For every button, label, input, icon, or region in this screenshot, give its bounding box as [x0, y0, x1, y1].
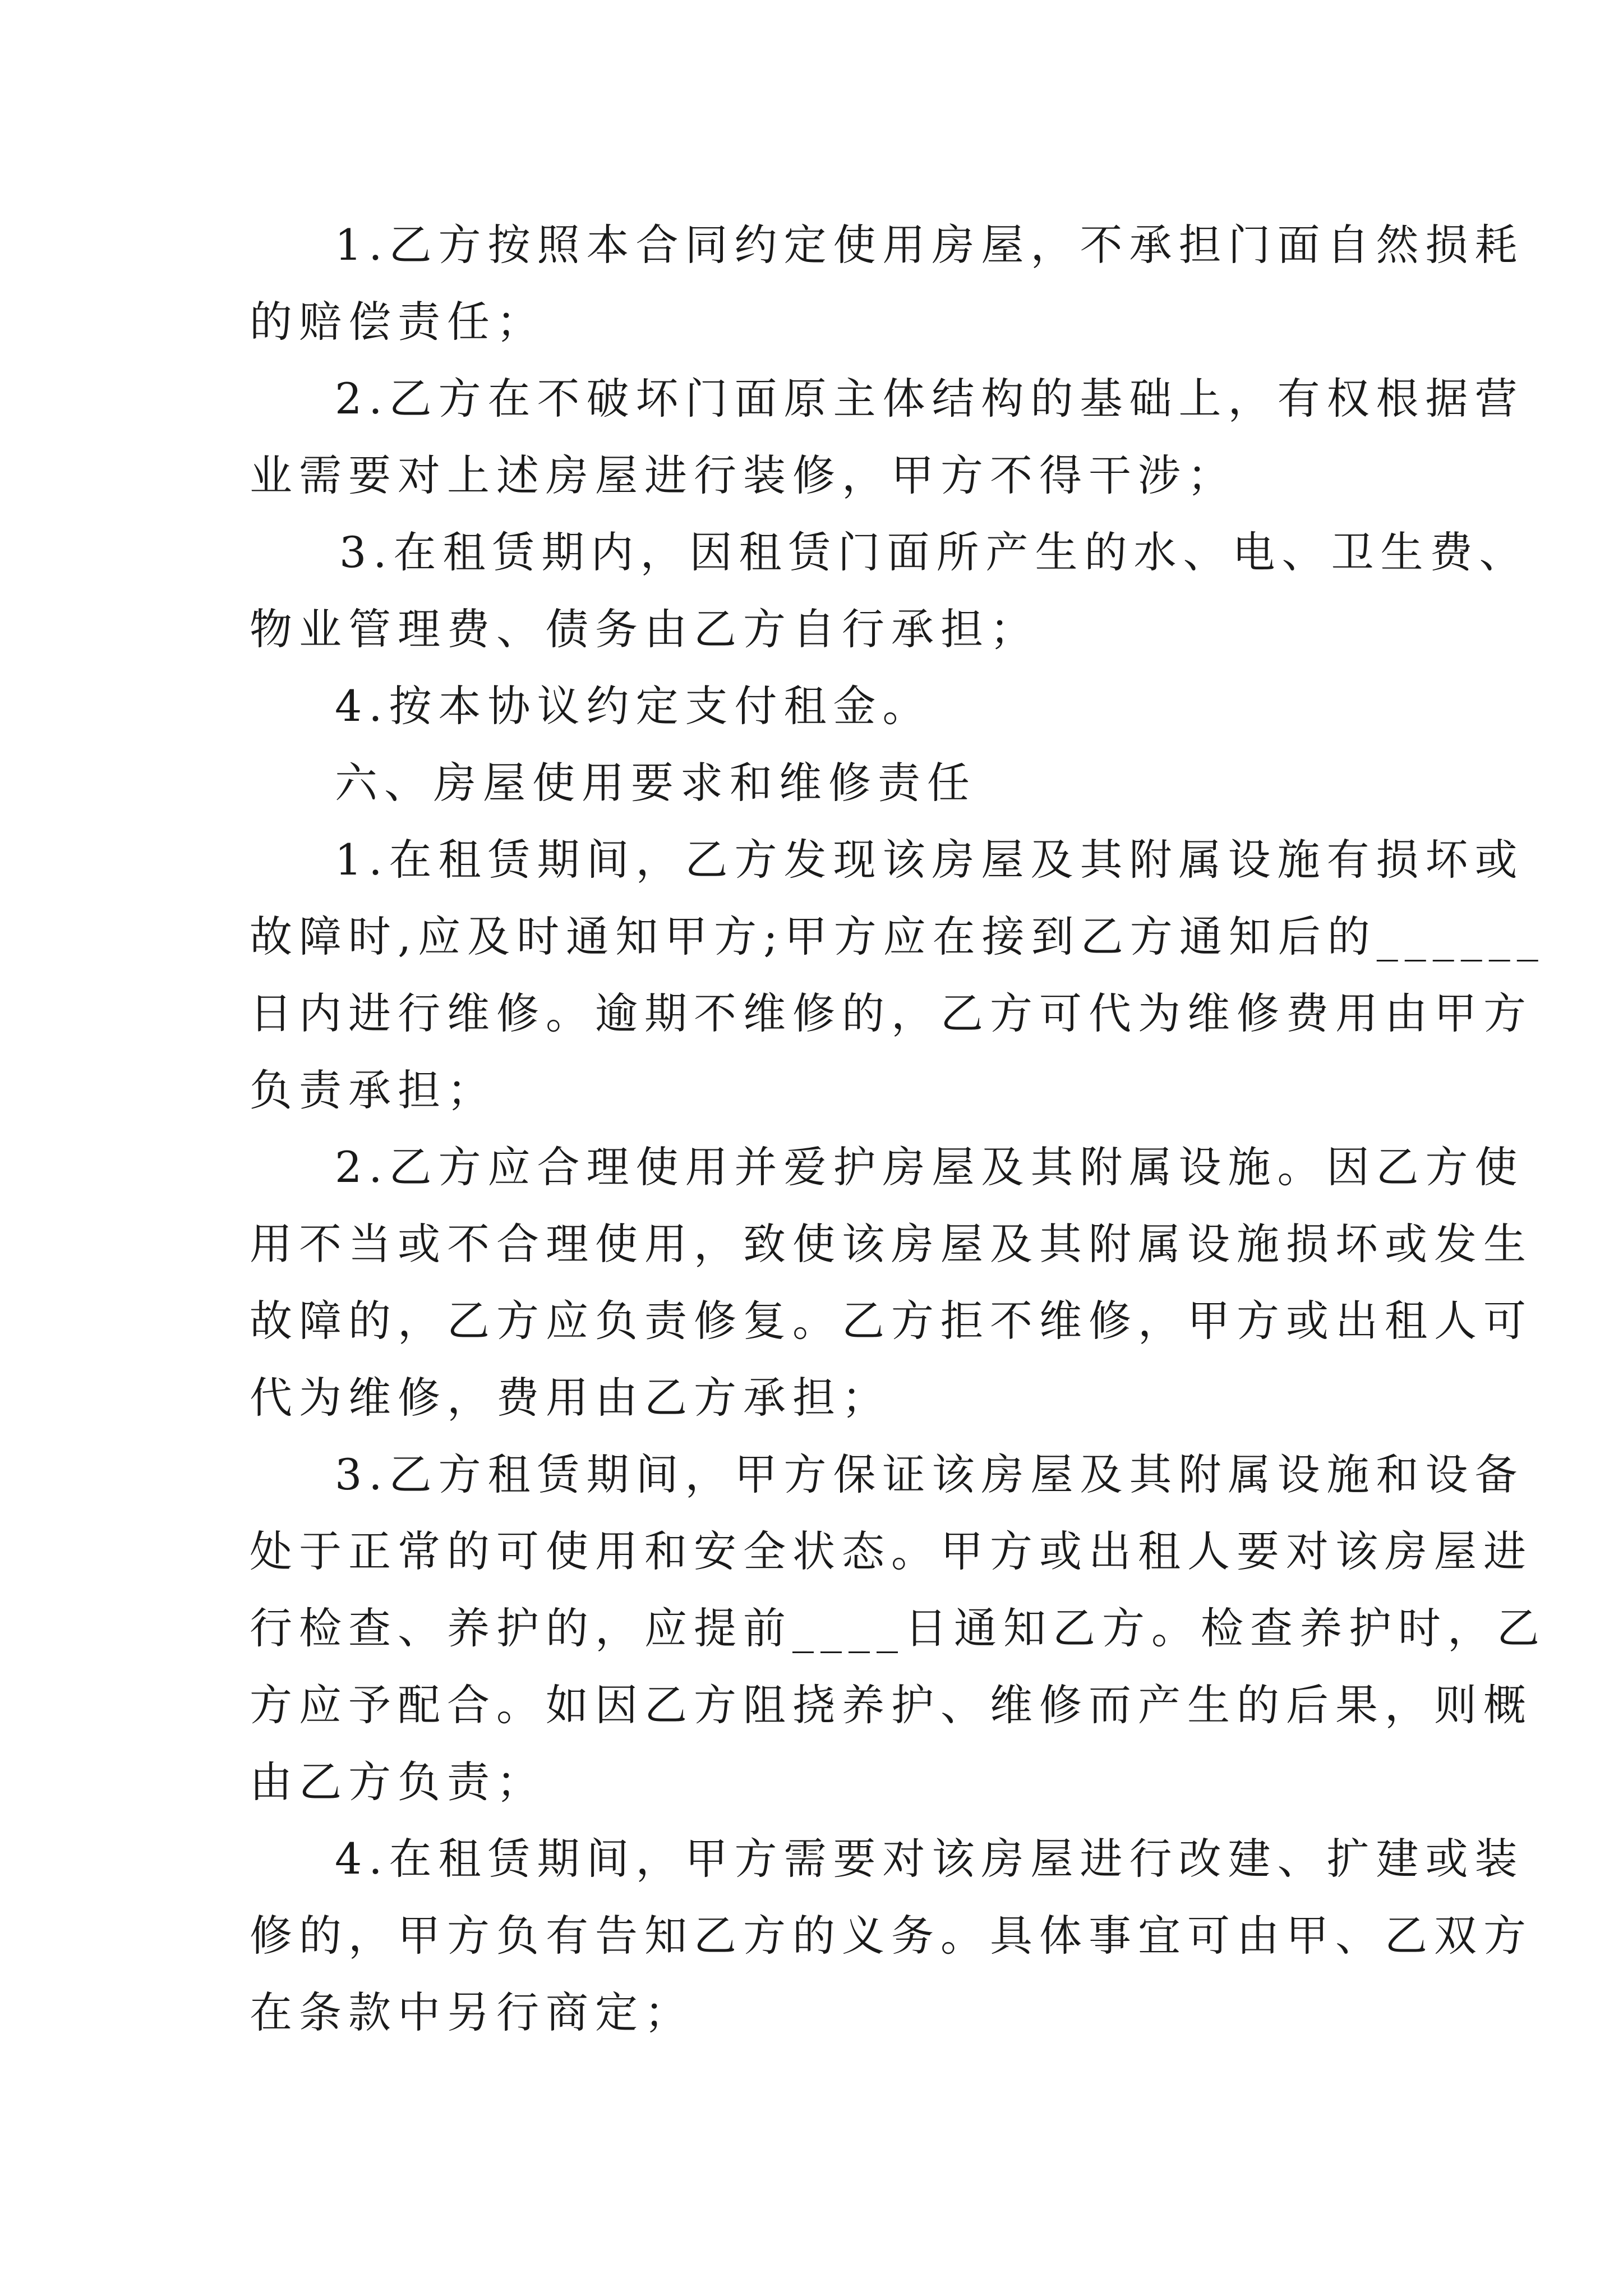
clause-6-4-line-1: 4.在租赁期间，甲方需要对该房屋进行改建、扩建或装: [335, 1834, 1524, 1884]
clause-6-4-line-3: 在条款中另行商定；: [250, 1987, 694, 2037]
clause-5-2-line-1: 2.乙方在不破坏门面原主体结构的基础上，有权根据营: [335, 374, 1524, 424]
clause-6-3-line-2: 处于正常的可使用和安全状态。甲方或出租人要对该房屋进: [250, 1526, 1533, 1576]
clause-6-4-line-2: 修的，甲方负有告知乙方的义务。具体事宜可由甲、乙双方: [250, 1911, 1533, 1961]
clause-6-3-line-5: 由乙方负责；: [250, 1757, 546, 1807]
clause-6-1-line-2: 故障时,应及时通知甲方;甲方应在接到乙方通知后的______: [250, 912, 1545, 961]
clause-5-2-line-2: 业需要对上述房屋进行装修，甲方不得干涉；: [250, 450, 1237, 500]
clause-6-2-line-4: 代为维修，费用由乙方承担；: [250, 1373, 891, 1423]
clause-6-2-line-3: 故障的，乙方应负责修复。乙方拒不维修，甲方或出租人可: [250, 1296, 1533, 1346]
section-6-heading: 六、房屋使用要求和维修责任: [335, 758, 976, 808]
clause-6-2-line-2: 用不当或不合理使用，致使该房屋及其附属设施损坏或发生: [250, 1219, 1533, 1269]
clause-6-1-line-3: 日内进行维修。逾期不维修的，乙方可代为维修费用由甲方: [250, 988, 1533, 1038]
clause-6-3-line-3: 行检查、养护的，应提前____日通知乙方。检查养护时，乙: [250, 1603, 1546, 1653]
clause-6-1-line-4: 负责承担；: [250, 1065, 496, 1115]
clause-5-1-line-2: 的赔偿责任；: [250, 297, 546, 347]
clause-6-3-line-1: 3.乙方租赁期间，甲方保证该房屋及其附属设施和设备: [335, 1450, 1524, 1499]
clause-5-4-line-1: 4.按本协议约定支付租金。: [335, 681, 932, 731]
clause-5-3-line-1: 3.在租赁期内，因租赁门面所产生的水、电、卫生费、: [339, 527, 1529, 577]
clause-5-3-line-2: 物业管理费、债务由乙方自行承担；: [250, 604, 1039, 654]
clause-6-1-line-1: 1.在租赁期间，乙方发现该房屋及其附属设施有损坏或: [335, 835, 1524, 885]
clause-6-3-line-4: 方应予配合。如因乙方阻挠养护、维修而产生的后果，则概: [250, 1680, 1533, 1730]
clause-6-2-line-1: 2.乙方应合理使用并爱护房屋及其附属设施。因乙方使: [335, 1142, 1524, 1192]
clause-5-1-line-1: 1.乙方按照本合同约定使用房屋，不承担门面自然损耗: [335, 220, 1524, 270]
